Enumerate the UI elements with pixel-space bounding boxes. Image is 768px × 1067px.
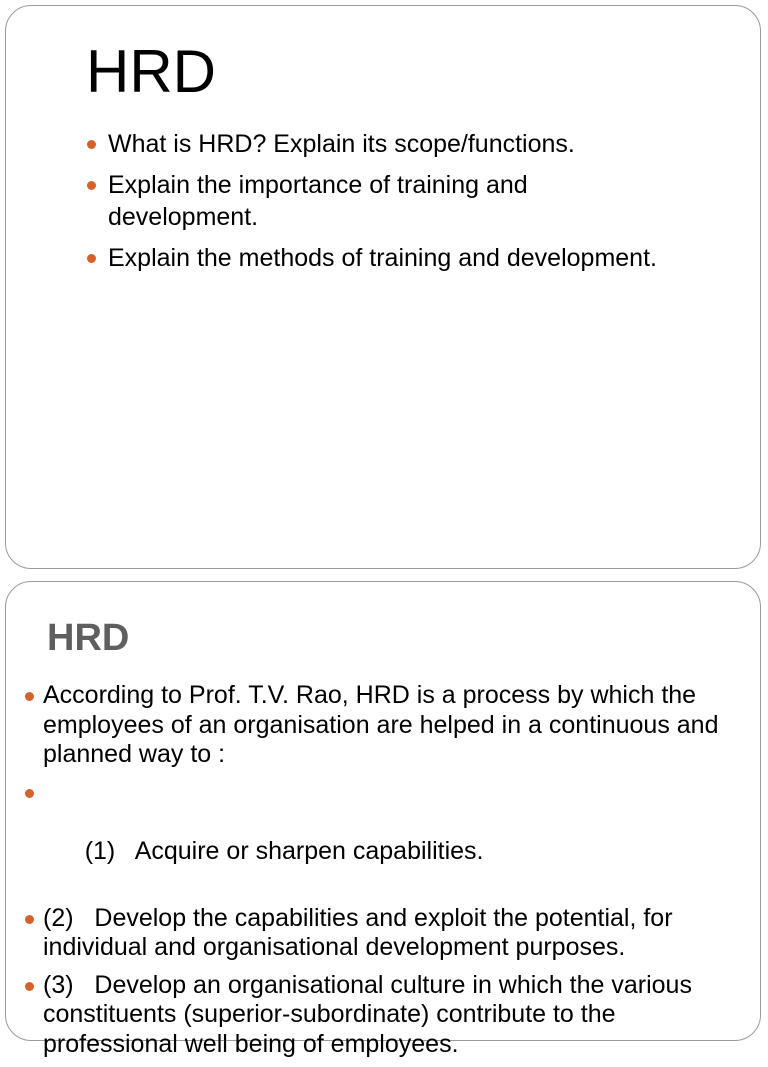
- list-item: [108, 128, 748, 160]
- bullet-dot-icon: [25, 692, 34, 701]
- bullet-dot-icon: [25, 982, 34, 991]
- slide-title: HRD: [86, 38, 216, 105]
- slide-title: HRD: [47, 617, 130, 659]
- list-item: [43, 778, 753, 896]
- list-item-text: Explain the importance of training and development.: [108, 171, 528, 231]
- list-item: [108, 169, 578, 233]
- list-item-text: According to Prof. T.V. Rao, HRD is a process by which the employees of an organisation are helped in a continuous and planned way to :: [43, 681, 719, 768]
- list-item-text: What is HRD? Explain its scope/functions.: [108, 130, 575, 158]
- bullet-list: [108, 128, 748, 283]
- list-item: [43, 681, 733, 770]
- bullet-list: [43, 681, 753, 1067]
- list-item-text: (3) Develop an organisational culture in which the various constituents (superior-subordinate) contribute to the professional well being of employees.: [43, 970, 699, 1058]
- bullet-dot-icon: [87, 140, 96, 149]
- slide-1: [5, 5, 761, 569]
- slide-2: [5, 581, 761, 1058]
- list-item-text: (1) Acquire or sharpen capabilities.: [84, 836, 484, 865]
- bullet-dot-icon: [25, 789, 34, 798]
- list-item: [43, 971, 743, 1060]
- list-item: [43, 904, 743, 963]
- list-item: [108, 242, 748, 274]
- list-item-text: (2) Develop the capabilities and exploit the potential, for individual and organisational development purposes.: [43, 903, 680, 961]
- list-item-text: Explain the methods of training and development.: [108, 244, 657, 272]
- bullet-dot-icon: [87, 254, 96, 263]
- bullet-dot-icon: [87, 181, 96, 190]
- bullet-dot-icon: [25, 915, 34, 924]
